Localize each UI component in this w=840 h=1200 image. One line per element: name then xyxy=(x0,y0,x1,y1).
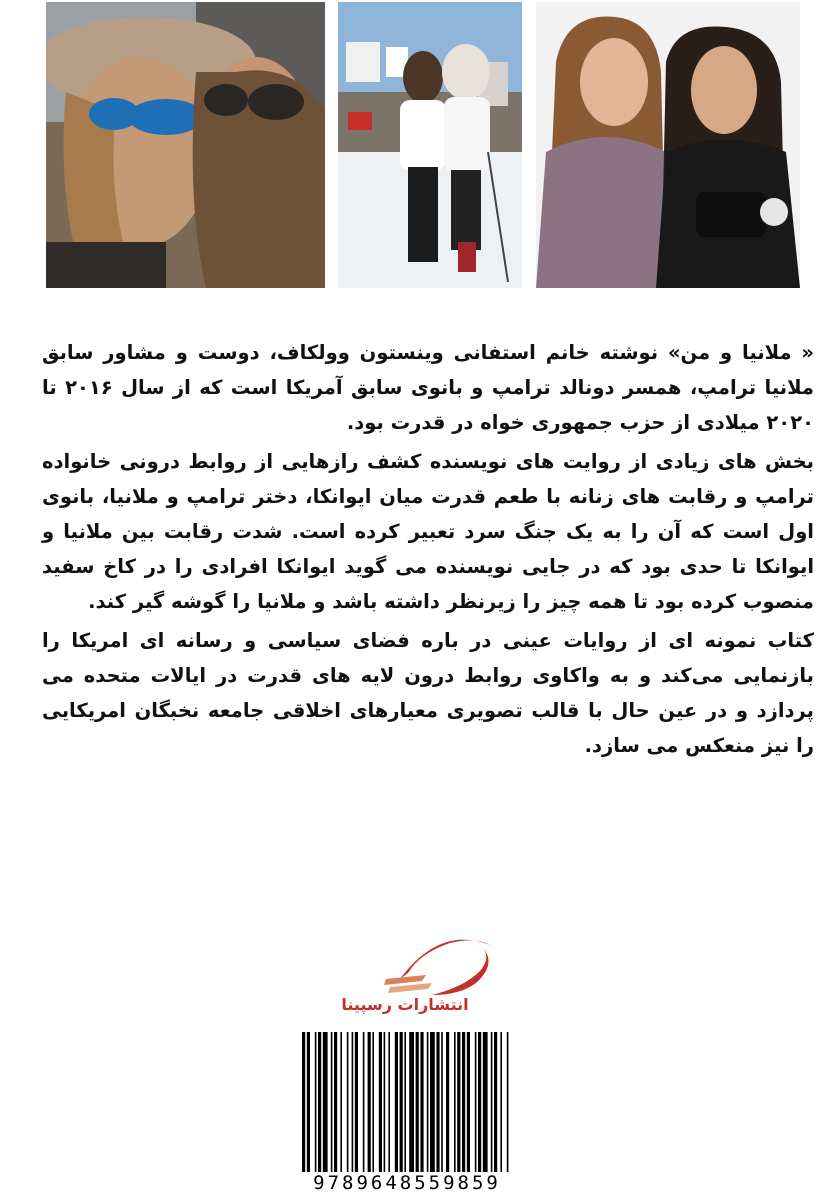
barcode-bar xyxy=(388,1032,390,1172)
paragraph-summary: کتاب نمونه ای از روایات عینی در باره فضای سیاسی و رسانه ای امریکا را بازنمایی می‌کند و به واکاوی روابط درون لایه های قدرت در ایالات متحده می پردازد و در عین حال با قالب تصویری معیارهای اخلاقی جامعه نخبگان امریکایی را نیز منعکس می سازد. xyxy=(42,629,814,757)
barcode-bar xyxy=(478,1032,481,1172)
barcode-bar xyxy=(483,1032,488,1172)
barcode-bar xyxy=(467,1032,470,1172)
barcode-bar xyxy=(507,1032,509,1172)
paragraph-intro: « ملانیا و من» نوشته خانم استفانی وینستون وولکاف، دوست و مشاور سابق ملانیا ترامپ، همسر دونالد ترامپ و بانوی سابق آمریکا است که از سال ۲۰۱۶ تا ۲۰۲۰ میلادی از حزب جمهوری خواه در قدرت بود. xyxy=(42,341,814,434)
barcode-bar xyxy=(436,1032,439,1172)
barcode-bar xyxy=(416,1032,419,1172)
barcode-bar xyxy=(318,1032,321,1172)
barcode-bar xyxy=(307,1032,310,1172)
barcode-bar xyxy=(441,1032,443,1172)
barcode-bar xyxy=(462,1032,465,1172)
barcode-bar xyxy=(334,1032,337,1172)
barcode-bar xyxy=(400,1032,403,1172)
barcode-bar xyxy=(430,1032,435,1172)
barcode-bar xyxy=(500,1032,502,1172)
barcode-bar xyxy=(331,1032,333,1172)
barcode-bar xyxy=(368,1032,371,1172)
barcode-bar xyxy=(475,1032,477,1172)
barcode-bar xyxy=(395,1032,398,1172)
barcode-bar xyxy=(446,1032,449,1172)
paragraph-rivalry: بخش های زیادی از روایت های نویسنده کشف رازهایی از روابط درونی خانواده ترامپ و رقابت های زنانه با طعم قدرت میان ایوانکا، دختر ترامپ و ملانیا، بانوی اول است که آن را به یک جنگ سرد تعبیر کرده است. شدت رقابت بین ملانیا و ایوانکا تا حدی بود که در جایی نویسنده می گوید ایوانکا افرادی را در کاخ سفید منصوب کرده بود تا همه چیز را زیرنظر داشته باشد و ملانیا را گوشه گیر کند. xyxy=(42,450,814,613)
barcode-bar xyxy=(323,1032,328,1172)
barcode-bar xyxy=(363,1032,365,1172)
publisher-name: انتشارات رسپینا xyxy=(341,995,469,1014)
barcode-bar xyxy=(457,1032,460,1172)
barcode-bar xyxy=(384,1032,386,1172)
barcode-bar xyxy=(454,1032,456,1172)
barcode-bar xyxy=(409,1032,414,1172)
book-description xyxy=(42,335,814,767)
barcode-bar xyxy=(427,1032,429,1172)
barcode-bar xyxy=(379,1032,382,1172)
barcode-bar xyxy=(355,1032,358,1172)
barcode-bar xyxy=(404,1032,406,1172)
barcode-bar xyxy=(340,1032,342,1172)
barcode-bar xyxy=(352,1032,354,1172)
isbn-barcode xyxy=(296,1032,518,1200)
barcode-bar xyxy=(494,1032,497,1172)
ski-resort-photo xyxy=(338,2,522,288)
publisher-logo xyxy=(300,935,510,1025)
barcode-bar xyxy=(347,1032,349,1172)
isbn-number: 9789648559859 xyxy=(313,1172,501,1194)
barcode-bar xyxy=(315,1032,317,1172)
red-swoosh-logo-icon xyxy=(380,935,500,999)
barcode-bar xyxy=(491,1032,493,1172)
barcode-bars xyxy=(296,1032,518,1172)
photo-strip xyxy=(0,0,840,300)
barcode-bar xyxy=(372,1032,374,1172)
barcode-bar xyxy=(302,1032,305,1172)
selfie-sunglasses-photo xyxy=(46,2,325,288)
barcode-bar xyxy=(420,1032,423,1172)
indoor-portrait-photo xyxy=(536,2,800,288)
